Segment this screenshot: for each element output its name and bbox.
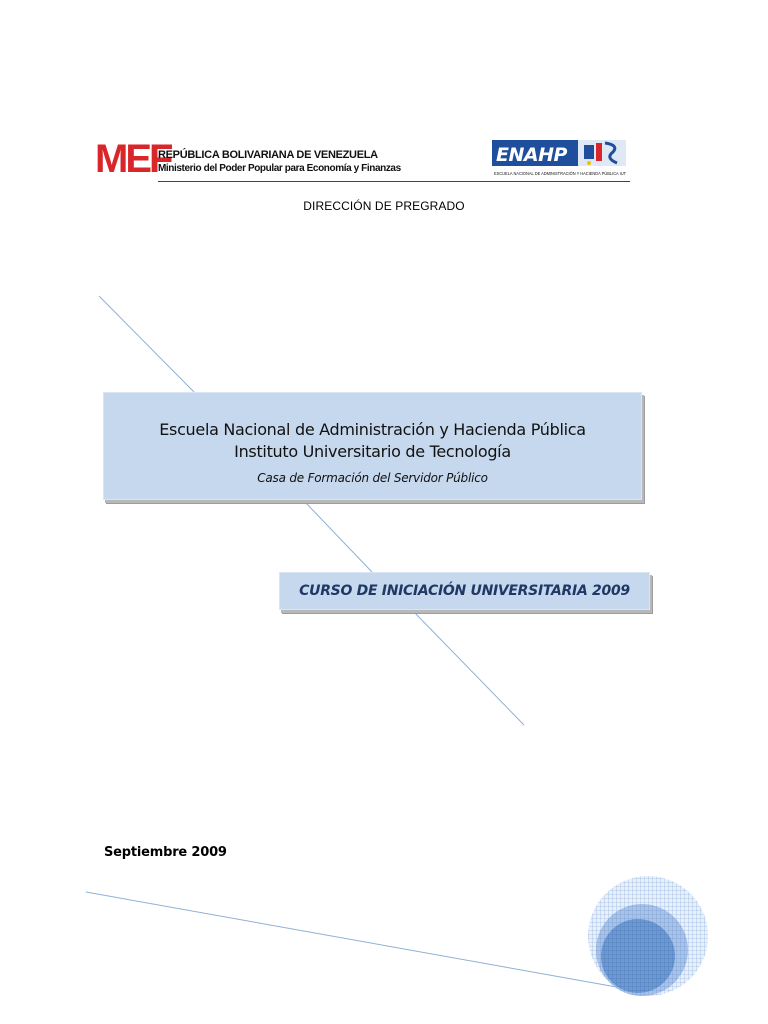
republic-name: REPÚBLICA BOLIVARIANA DE VENEZUELA: [158, 149, 378, 161]
institution-subtitle: Casa de Formación del Servidor Público: [257, 471, 488, 485]
header-rule: [158, 181, 630, 182]
diagonal-line-top: [99, 296, 194, 392]
institution-name: Escuela Nacional de Administración y Hacienda Pública: [159, 420, 586, 439]
diagonal-line-bottom: [414, 612, 524, 725]
diagonal-line-middle: [305, 502, 372, 572]
enahp-caption: ESCUELA NACIONAL DE ADMINISTRACIÓN Y HACIENDA PÚBLICA IUT: [494, 171, 627, 176]
enahp-logo: [492, 139, 628, 179]
ministry-name: Ministerio del Poder Popular para Economía y Finanzas: [158, 163, 401, 174]
direction-title: DIRECCIÓN DE PREGRADO: [303, 199, 465, 213]
document-date: Septiembre 2009: [104, 845, 227, 860]
institute-name: Instituto Universitario de Tecnología: [234, 442, 511, 461]
enahp-logo-text: ENAHP: [496, 144, 567, 166]
ministry-header: [158, 148, 401, 176]
circle-inner: [601, 919, 675, 993]
course-title-box: [279, 572, 650, 610]
mef-logo: [94, 134, 171, 181]
institution-title-box: [103, 392, 642, 500]
mef-logo-text: MEF: [95, 137, 171, 181]
footer-line: [86, 892, 622, 988]
decorative-circles: [580, 870, 720, 1000]
enahp-emblem-icon: [578, 140, 626, 166]
course-title: CURSO DE INICIACIÓN UNIVERSITARIA 2009: [299, 583, 630, 599]
